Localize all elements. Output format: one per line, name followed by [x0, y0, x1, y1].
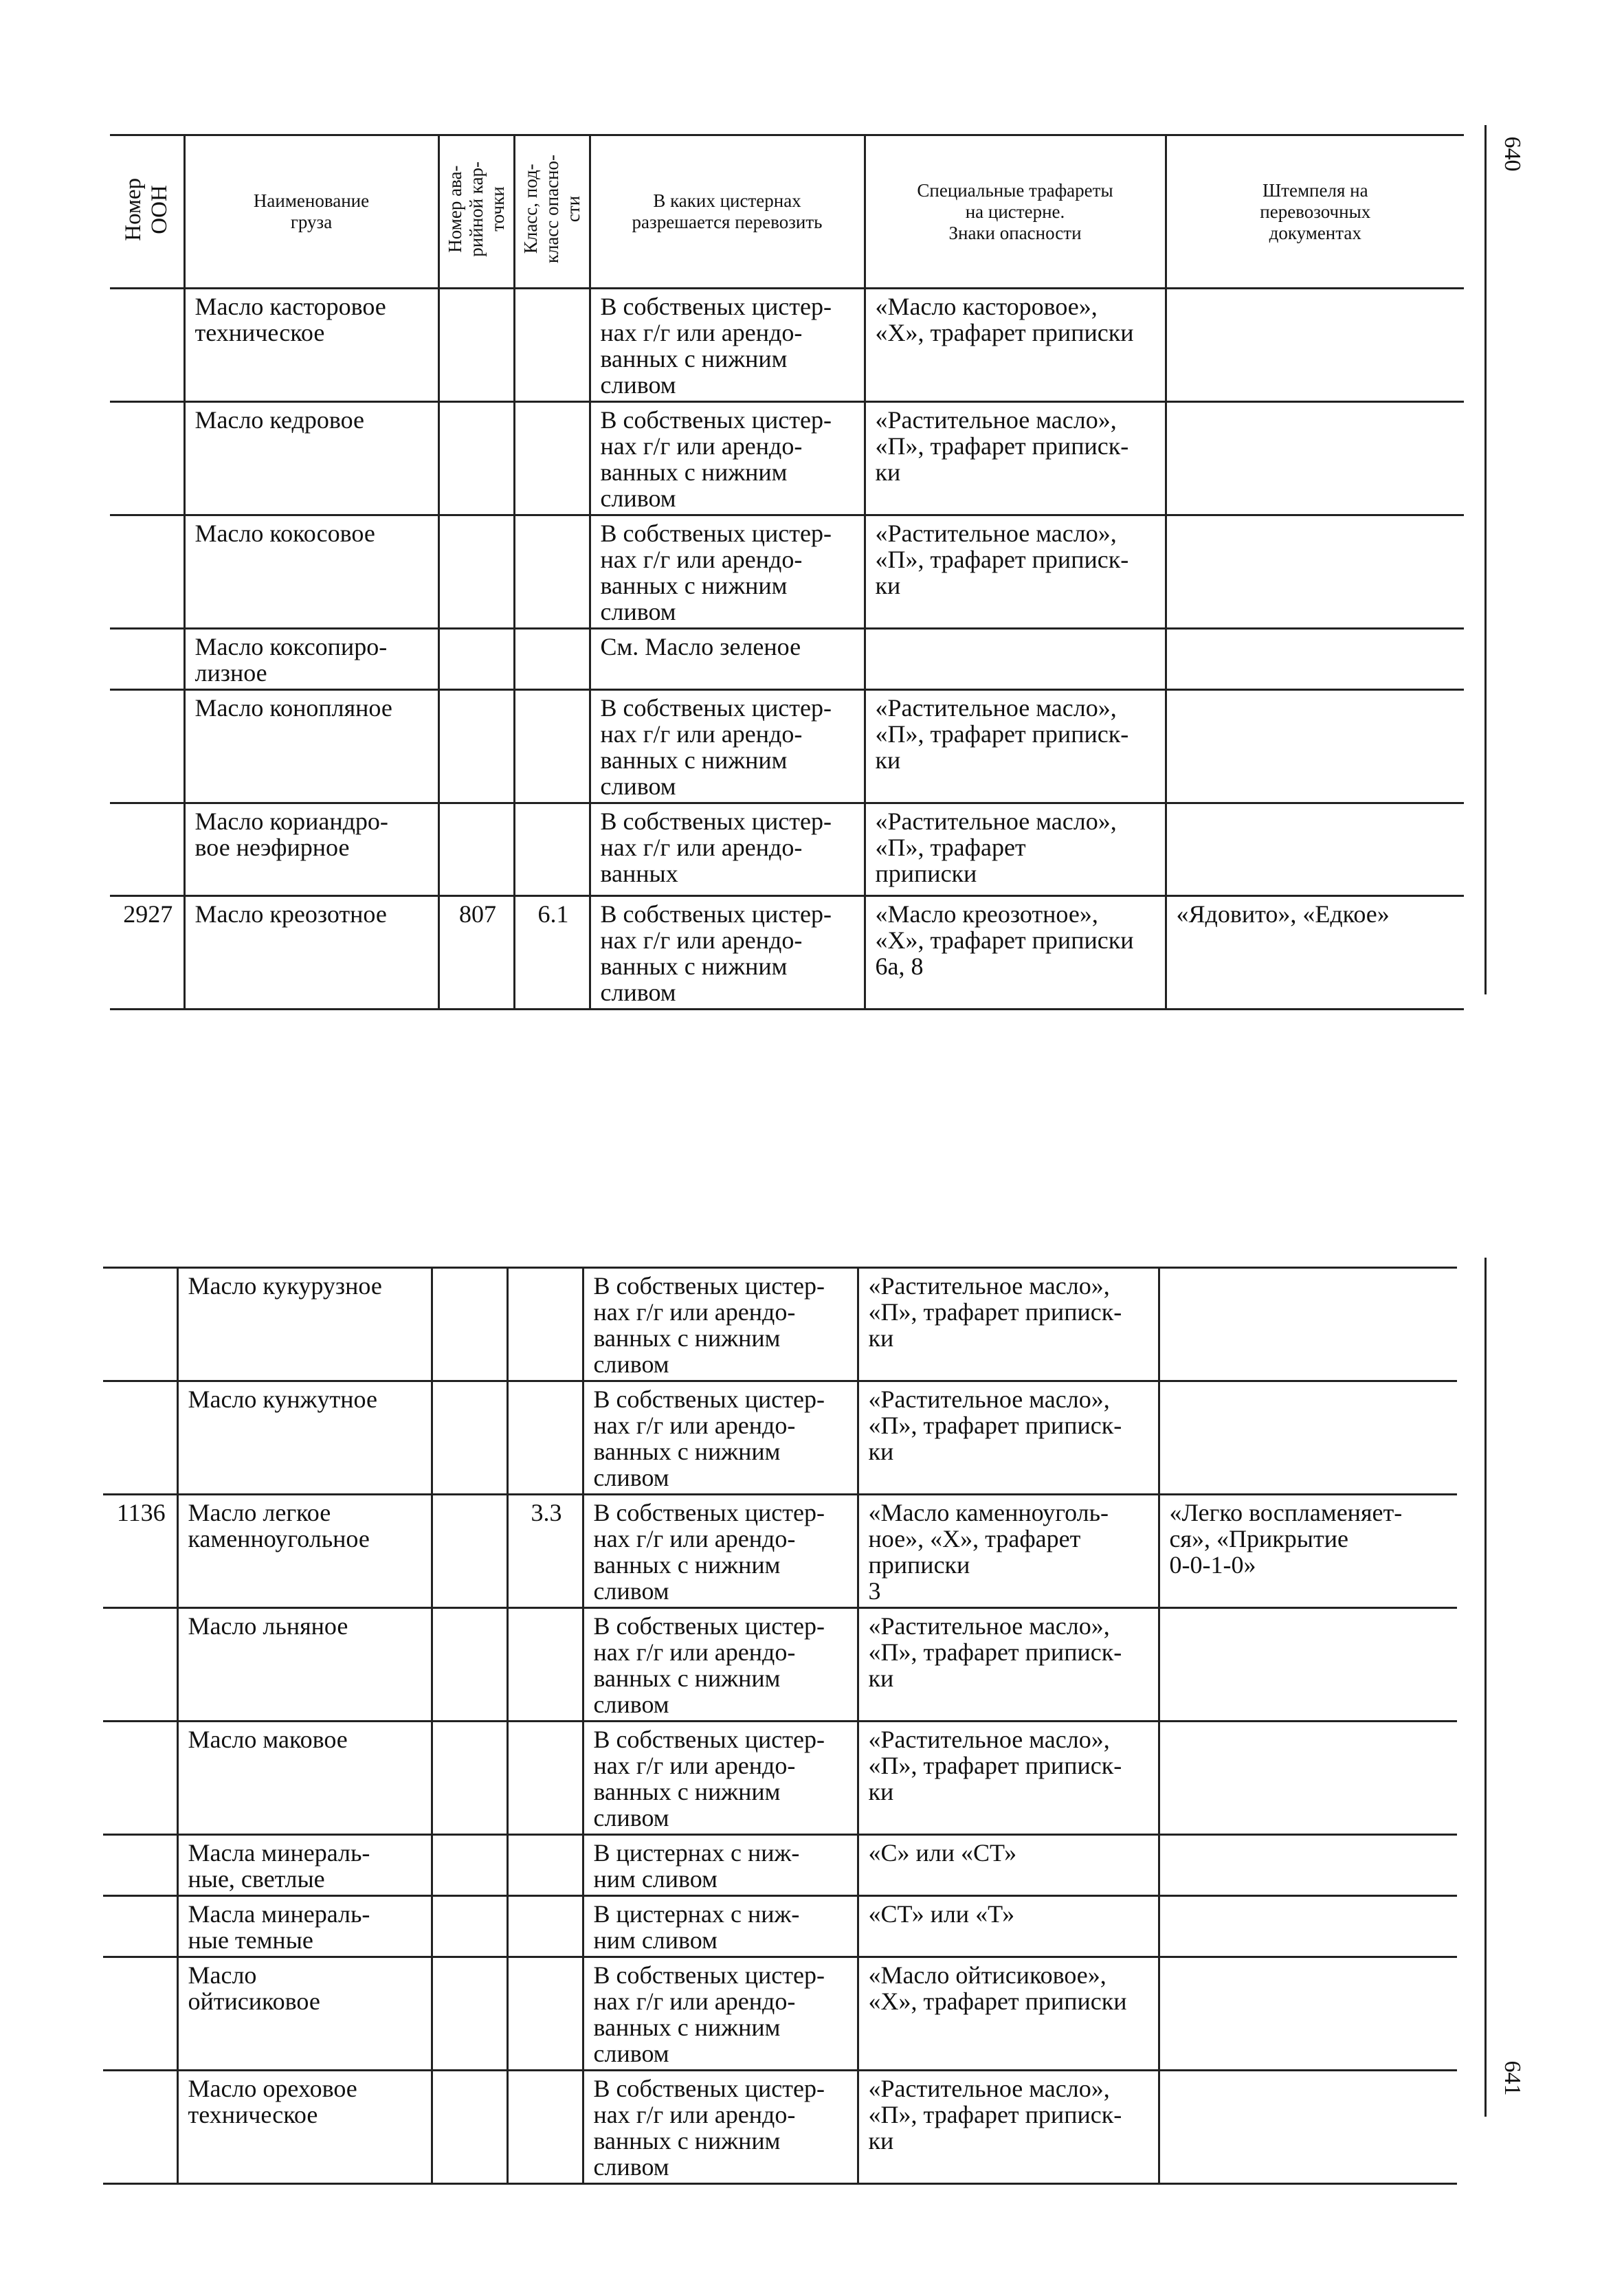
- header-cargo-name-label: Наименование груза: [253, 190, 370, 232]
- cell-stencils: «Масло касторовое», «Х», трафарет приписки: [865, 289, 1166, 402]
- cell-tanks: В цистернах с ниж- ним сливом: [583, 1835, 858, 1896]
- cell-cargo-name: Масло кокосовое: [184, 515, 438, 629]
- cell-tanks: В собственых цистер- нах г/г или арендо- ванных с нижним сливом: [590, 690, 865, 803]
- table-row: [110, 402, 1464, 515]
- cell-tanks: В собственых цистер- нах г/г или арендо- ванных с нижним сливом: [583, 1268, 858, 1381]
- cell-stamps: [1166, 803, 1464, 896]
- cell-un-number: 2927: [110, 896, 184, 1010]
- cell-stamps: [1166, 690, 1464, 803]
- cell-hazard-class: [514, 690, 590, 803]
- cell-card-number: [432, 1722, 507, 1835]
- cell-un-number: [110, 629, 184, 690]
- cell-tanks: В собственых цистер- нах г/г или арендо- ванных с нижним сливом: [583, 2071, 858, 2184]
- table-row: [103, 1896, 1457, 1957]
- cell-hazard-class: [514, 402, 590, 515]
- cell-stencils: «Растительное масло», «П», трафарет приписк- ки: [858, 2071, 1159, 2184]
- header-tanks: [590, 135, 865, 289]
- table-row: [103, 1957, 1457, 2071]
- header-stencils: [865, 135, 1166, 289]
- cell-cargo-name: Масло кунжутное: [177, 1381, 432, 1495]
- header-row: [110, 135, 1464, 289]
- cell-un-number: [103, 1268, 177, 1381]
- cell-un-number: [103, 1608, 177, 1722]
- cell-hazard-class: [514, 289, 590, 402]
- table-row: [110, 896, 1464, 1010]
- cell-card-number: [438, 629, 514, 690]
- cell-cargo-name: Масла минераль- ные темные: [177, 1896, 432, 1957]
- cell-hazard-class: [507, 1268, 583, 1381]
- cell-stamps: «Ядовито», «Едкое»: [1166, 896, 1464, 1010]
- page-edge-line-top: [1484, 125, 1487, 994]
- cell-un-number: [110, 402, 184, 515]
- cell-hazard-class: [507, 1835, 583, 1896]
- cell-cargo-name: Масло ойтисиковое: [177, 1957, 432, 2071]
- cell-cargo-name: Масло касторовое техническое: [184, 289, 438, 402]
- header-card-number-label: Номер ава- рийной кар- точки: [444, 162, 508, 257]
- table-row: [103, 1608, 1457, 1722]
- cell-stencils: «С» или «СТ»: [858, 1835, 1159, 1896]
- cargo-table-page-640: [110, 134, 1464, 1010]
- cell-stamps: [1159, 2071, 1457, 2184]
- page-edge-line-bottom: [1484, 1258, 1487, 2117]
- cell-un-number: [110, 515, 184, 629]
- cell-un-number: [103, 1957, 177, 2071]
- cell-card-number: [432, 1896, 507, 1957]
- cell-cargo-name: Масло конопляное: [184, 690, 438, 803]
- cell-stamps: [1159, 1381, 1457, 1495]
- cell-cargo-name: Масло кориандро- вое неэфирное: [184, 803, 438, 896]
- cell-tanks: В цистернах с ниж- ним сливом: [583, 1896, 858, 1957]
- cell-card-number: [438, 402, 514, 515]
- cell-card-number: [438, 690, 514, 803]
- table-row: [103, 1268, 1457, 1381]
- cell-tanks: См. Масло зеленое: [590, 629, 865, 690]
- table-row: [110, 515, 1464, 629]
- cell-cargo-name: Масло кукурузное: [177, 1268, 432, 1381]
- table-row: [103, 1381, 1457, 1495]
- cell-stencils: «Растительное масло», «П», трафарет приписк- ки: [865, 690, 1166, 803]
- cell-stencils: «СТ» или «Т»: [858, 1896, 1159, 1957]
- table-row: [103, 1722, 1457, 1835]
- cell-stamps: [1166, 402, 1464, 515]
- cell-stencils: «Масло каменноуголь- ное», «Х», трафарет приписки 3: [858, 1495, 1159, 1608]
- cell-card-number: 807: [438, 896, 514, 1010]
- cell-un-number: [110, 803, 184, 896]
- cell-un-number: [103, 2071, 177, 2184]
- cell-un-number: [110, 690, 184, 803]
- cell-stencils: «Масло креозотное», «Х», трафарет приписки 6а, 8: [865, 896, 1166, 1010]
- cell-cargo-name: Масло легкое каменноугольное: [177, 1495, 432, 1608]
- cell-stencils: «Растительное масло», «П», трафарет приписк- ки: [858, 1381, 1159, 1495]
- cell-stencils: «Растительное масло», «П», трафарет приписк- ки: [858, 1608, 1159, 1722]
- cell-card-number: [432, 1957, 507, 2071]
- cell-card-number: [432, 1381, 507, 1495]
- cell-hazard-class: [507, 1608, 583, 1722]
- page-number-top: 640: [1500, 136, 1525, 172]
- cell-hazard-class: [514, 803, 590, 896]
- cell-card-number: [432, 1495, 507, 1608]
- table-row: [103, 1495, 1457, 1608]
- cell-cargo-name: Масло кедровое: [184, 402, 438, 515]
- cell-hazard-class: [507, 1896, 583, 1957]
- cell-cargo-name: Масло коксопиро- лизное: [184, 629, 438, 690]
- cell-tanks: В собственых цистер- нах г/г или арендо- ванных с нижним сливом: [590, 289, 865, 402]
- cell-tanks: В собственых цистер- нах г/г или арендо- ванных с нижним сливом: [590, 896, 865, 1010]
- cell-card-number: [438, 289, 514, 402]
- cell-tanks: В собственых цистер- нах г/г или арендо- ванных: [590, 803, 865, 896]
- cell-hazard-class: [507, 2071, 583, 2184]
- page-number-bottom: 641: [1500, 2060, 1525, 2096]
- cell-stencils: «Растительное масло», «П», трафарет приписк- ки: [858, 1722, 1159, 1835]
- cell-un-number: [103, 1835, 177, 1896]
- cell-stamps: [1166, 515, 1464, 629]
- table-row: [110, 690, 1464, 803]
- cell-card-number: [432, 1835, 507, 1896]
- header-cargo-name: [184, 135, 438, 289]
- cell-tanks: В собственых цистер- нах г/г или арендо- ванных с нижним сливом: [590, 515, 865, 629]
- cell-un-number: [103, 1381, 177, 1495]
- cell-stamps: «Легко воспламеняет- ся», «Прикрытие 0-0-1-0»: [1159, 1495, 1457, 1608]
- cell-cargo-name: Масло маковое: [177, 1722, 432, 1835]
- cell-stencils: [865, 629, 1166, 690]
- table-row: [103, 2071, 1457, 2184]
- cell-hazard-class: [507, 1957, 583, 2071]
- header-stamps: [1166, 135, 1464, 289]
- header-stencils-label: Специальные трафареты на цистерне. Знаки опасности: [917, 179, 1113, 243]
- cell-stamps: [1159, 1896, 1457, 1957]
- cell-tanks: В собственых цистер- нах г/г или арендо- ванных с нижним сливом: [583, 1722, 858, 1835]
- cell-cargo-name: Масло креозотное: [184, 896, 438, 1010]
- cell-tanks: В собственых цистер- нах г/г или арендо- ванных с нижним сливом: [583, 1495, 858, 1608]
- cell-card-number: [432, 2071, 507, 2184]
- cell-cargo-name: Масла минераль- ные, светлые: [177, 1835, 432, 1896]
- table-row: [110, 289, 1464, 402]
- cell-un-number: [103, 1896, 177, 1957]
- cell-card-number: [432, 1608, 507, 1722]
- cell-stamps: [1159, 1957, 1457, 2071]
- cell-tanks: В собственых цистер- нах г/г или арендо- ванных с нижним сливом: [583, 1957, 858, 2071]
- cell-card-number: [438, 515, 514, 629]
- header-tanks-label: В каких цистернах разрешается перевозить: [632, 190, 823, 232]
- cell-stamps: [1159, 1722, 1457, 1835]
- cell-stencils: «Растительное масло», «П», трафарет приписк- ки: [858, 1268, 1159, 1381]
- cell-un-number: [110, 289, 184, 402]
- header-hazard-class: [514, 135, 590, 289]
- table-header: [110, 135, 1464, 289]
- cell-stamps: [1159, 1608, 1457, 1722]
- header-un-number: [110, 135, 184, 289]
- table-row: [110, 629, 1464, 690]
- cargo-table-page-641: [103, 1267, 1457, 2185]
- cell-stamps: [1166, 629, 1464, 690]
- cell-tanks: В собственых цистер- нах г/г или арендо- ванных с нижним сливом: [590, 402, 865, 515]
- cell-tanks: В собственых цистер- нах г/г или арендо- ванных с нижним сливом: [583, 1381, 858, 1495]
- cell-stamps: [1166, 289, 1464, 402]
- cell-stencils: «Растительное масло», «П», трафарет приписки: [865, 803, 1166, 896]
- cell-hazard-class: [514, 629, 590, 690]
- cell-hazard-class: [514, 515, 590, 629]
- table-body-bottom: [103, 1268, 1457, 2184]
- cell-card-number: [438, 803, 514, 896]
- cell-un-number: [103, 1722, 177, 1835]
- cell-tanks: В собственых цистер- нах г/г или арендо- ванных с нижним сливом: [583, 1608, 858, 1722]
- header-hazard-class-label: Класс, под- класс опасно- сти: [520, 155, 583, 264]
- header-un-number-label: Номер ООН: [121, 177, 173, 241]
- cell-hazard-class: [507, 1381, 583, 1495]
- cell-hazard-class: [507, 1722, 583, 1835]
- cell-stamps: [1159, 1835, 1457, 1896]
- cell-hazard-class: 3.3: [507, 1495, 583, 1608]
- cell-hazard-class: 6.1: [514, 896, 590, 1010]
- cell-stencils: «Растительное масло», «П», трафарет приписк- ки: [865, 515, 1166, 629]
- table-row: [110, 803, 1464, 896]
- cell-card-number: [432, 1268, 507, 1381]
- header-card-number: [438, 135, 514, 289]
- cell-stencils: «Масло ойтисиковое», «Х», трафарет приписки: [858, 1957, 1159, 2071]
- header-stamps-label: Штемпеля на перевозочных документах: [1260, 179, 1371, 243]
- cell-un-number: 1136: [103, 1495, 177, 1608]
- cell-cargo-name: Масло ореховое техническое: [177, 2071, 432, 2184]
- cell-cargo-name: Масло льняное: [177, 1608, 432, 1722]
- table-body-top: [110, 289, 1464, 1010]
- cell-stencils: «Растительное масло», «П», трафарет приписк- ки: [865, 402, 1166, 515]
- table-row: [103, 1835, 1457, 1896]
- cell-stamps: [1159, 1268, 1457, 1381]
